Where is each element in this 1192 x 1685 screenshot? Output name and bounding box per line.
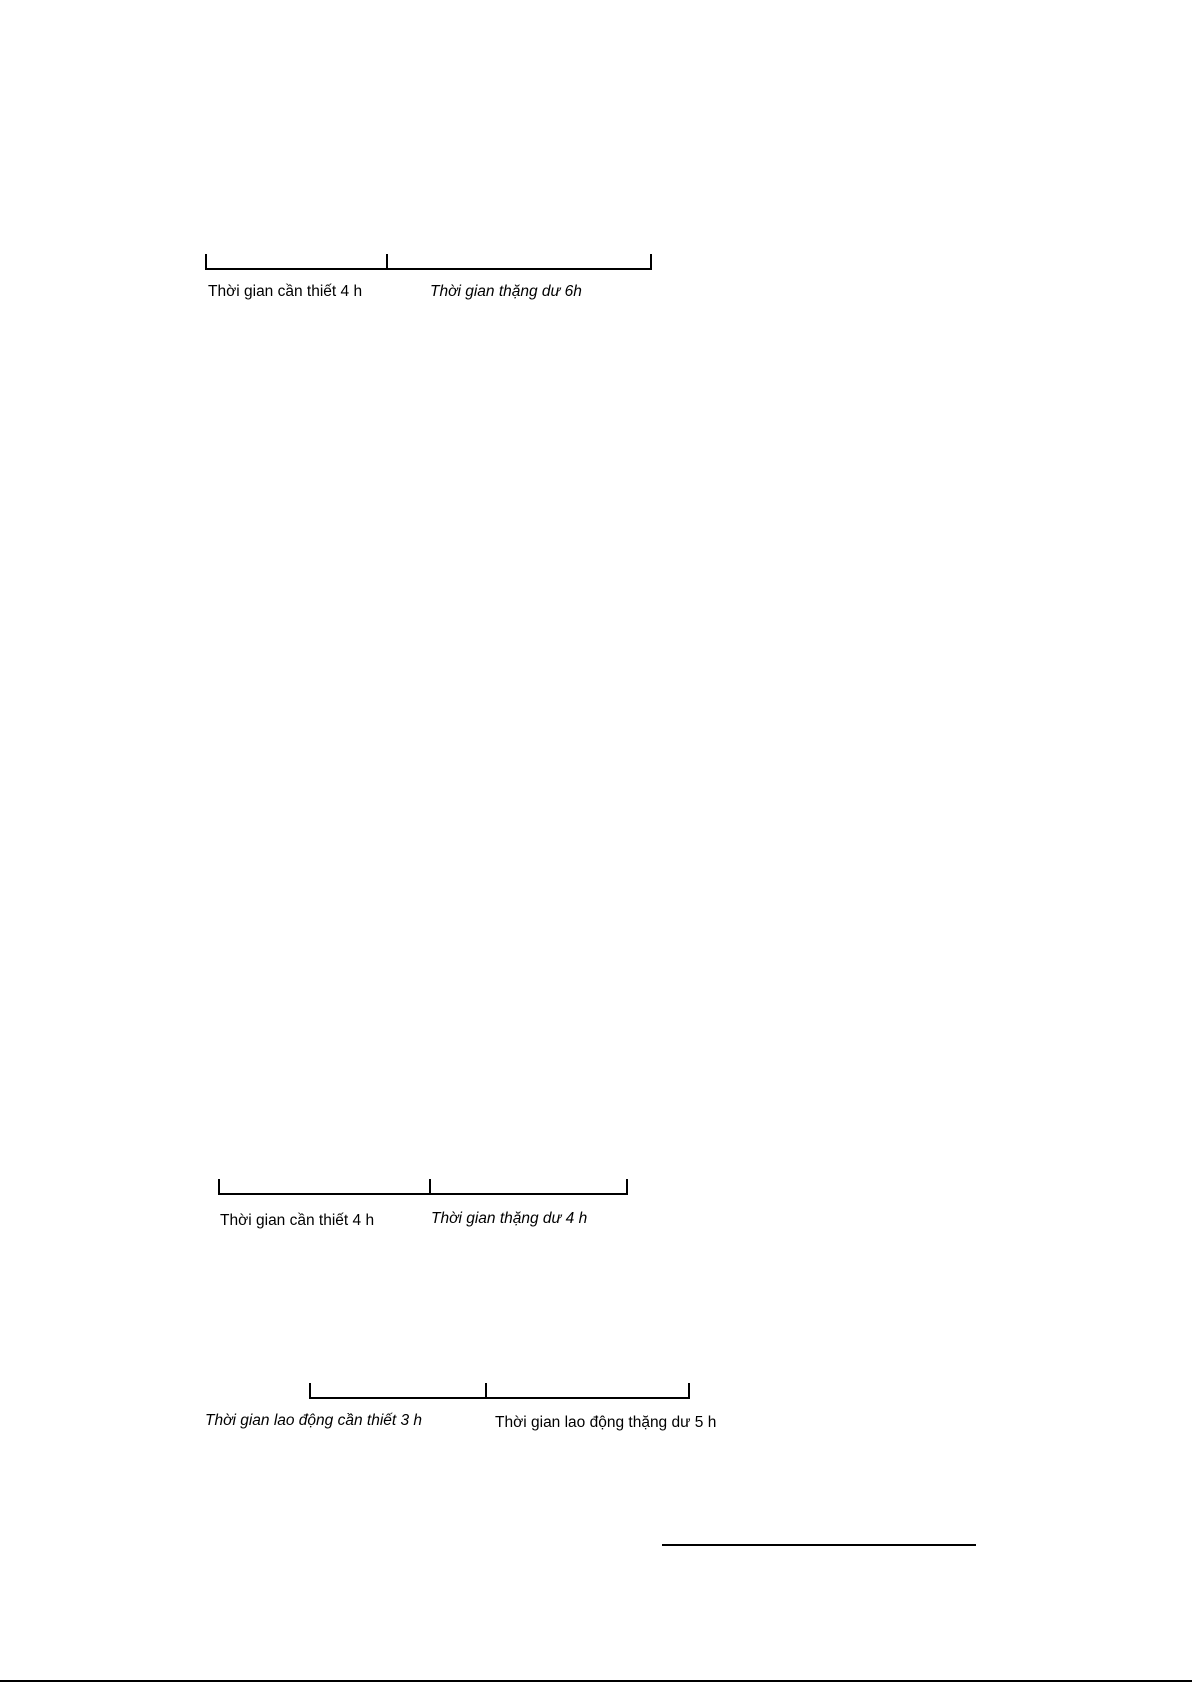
footer-rule xyxy=(0,1680,1192,1682)
start-tick xyxy=(205,254,207,270)
necessary-time-segment xyxy=(205,268,387,270)
surplus-time-segment xyxy=(486,1397,690,1399)
end-tick xyxy=(688,1383,690,1399)
necessary-time-label: Thời gian lao động cần thiết 3 h xyxy=(205,1412,423,1429)
signature-line xyxy=(662,1544,976,1546)
divider-tick xyxy=(429,1179,431,1195)
surplus-time-label: Thời gian lao động thặng dư 5 h xyxy=(495,1414,717,1431)
necessary-time-label: Thời gian cần thiết 4 h xyxy=(208,283,363,300)
surplus-time-label: Thời gian thặng dư 6h xyxy=(430,283,582,300)
surplus-time-segment xyxy=(430,1193,628,1195)
necessary-time-segment xyxy=(218,1193,430,1195)
start-tick xyxy=(218,1179,220,1195)
end-tick xyxy=(650,254,652,270)
end-tick xyxy=(626,1179,628,1195)
surplus-time-segment xyxy=(387,268,652,270)
surplus-time-label: Thời gian thặng dư 4 h xyxy=(431,1210,588,1227)
necessary-time-label: Thời gian cần thiết 4 h xyxy=(220,1212,375,1229)
divider-tick xyxy=(485,1383,487,1399)
start-tick xyxy=(309,1383,311,1399)
divider-tick xyxy=(386,254,388,270)
necessary-time-segment xyxy=(309,1397,486,1399)
